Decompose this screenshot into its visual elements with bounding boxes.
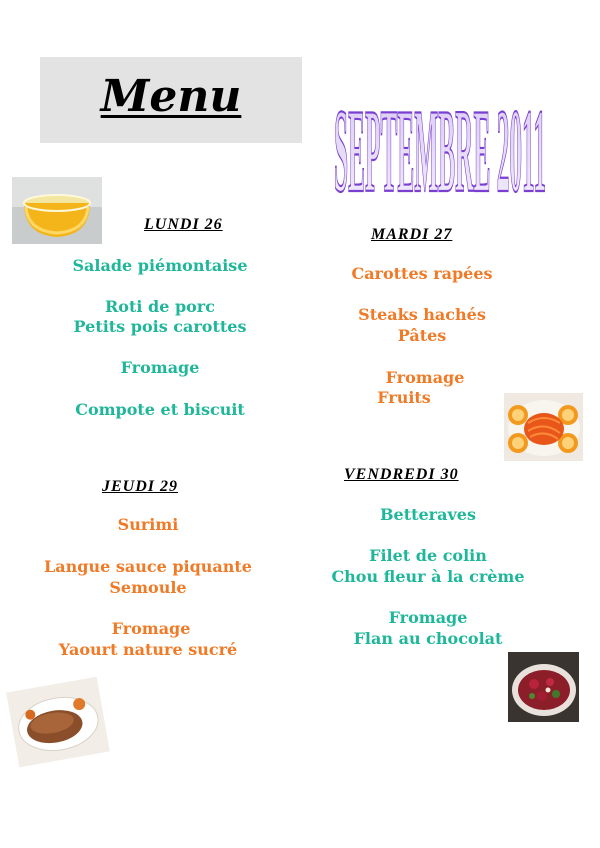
- dish-lundi-3: Petits pois carottes: [73, 317, 247, 336]
- day-heading-jeudi: JEUDI 29: [102, 478, 179, 495]
- dish-vendredi-2: Filet de colin: [369, 546, 487, 565]
- page-title: Menu: [100, 71, 242, 122]
- dish-lundi-1: Salade piémontaise: [72, 256, 248, 275]
- dish-vendredi-1: Betteraves: [380, 505, 476, 524]
- menu-title-box: [40, 57, 302, 143]
- compote-photo: [12, 177, 102, 244]
- carrot-salad-photo: [504, 393, 583, 461]
- dish-mardi-5: Fruits: [377, 388, 431, 407]
- day-heading-lundi: LUNDI 26: [144, 216, 223, 233]
- beet-salad-photo: [508, 652, 579, 722]
- day-heading-vendredi: VENDREDI 30: [344, 466, 459, 483]
- dish-mardi-4: Fromage: [385, 368, 465, 387]
- dish-mardi-1: Carottes rapées: [351, 264, 493, 283]
- dish-vendredi-3: Chou fleur à la crème: [331, 567, 525, 586]
- dish-jeudi-5: Yaourt nature sucré: [58, 640, 238, 659]
- dish-jeudi-1: Surimi: [117, 515, 179, 534]
- dish-mardi-3: Pâtes: [397, 326, 447, 345]
- day-heading-mardi: MARDI 27: [371, 226, 453, 243]
- dish-jeudi-2: Langue sauce piquante: [44, 557, 252, 576]
- dish-jeudi-3: Semoule: [109, 578, 187, 597]
- dish-lundi-2: Roti de porc: [105, 297, 215, 316]
- dish-mardi-2: Steaks hachés: [358, 305, 486, 324]
- dish-jeudi-4: Fromage: [111, 619, 191, 638]
- month-banner: [330, 83, 550, 203]
- roast-dish-photo: [6, 677, 110, 768]
- dish-lundi-4: Fromage: [120, 358, 200, 377]
- dish-vendredi-4: Fromage: [388, 608, 468, 627]
- month-text: SEPTEMBRE 2011: [334, 84, 546, 203]
- dish-vendredi-5: Flan au chocolat: [353, 629, 503, 648]
- dish-lundi-5: Compote et biscuit: [75, 400, 245, 419]
